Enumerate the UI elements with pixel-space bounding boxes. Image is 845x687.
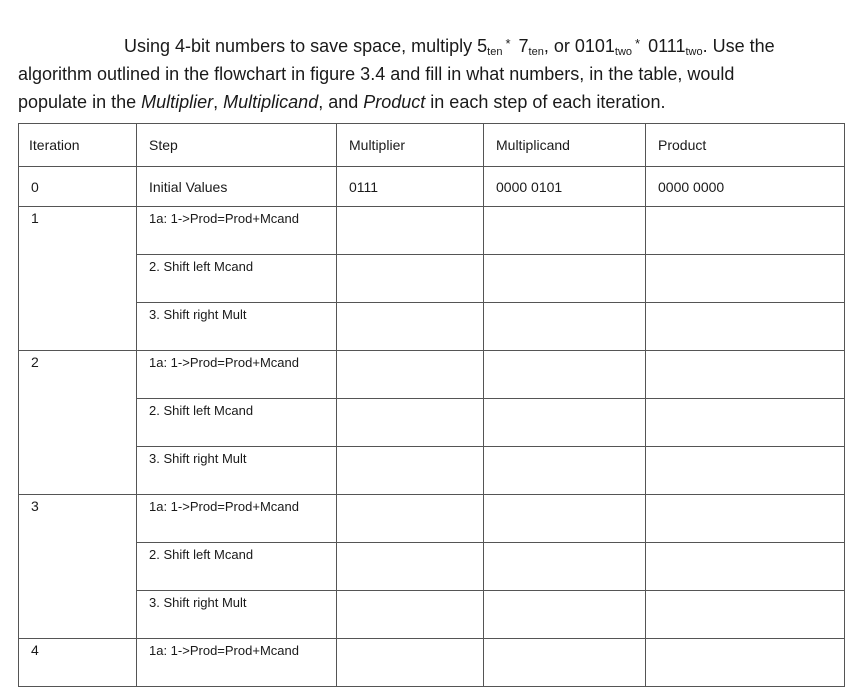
table-row [19, 303, 845, 351]
multiplier-input-cell[interactable] [337, 351, 484, 399]
step-cell: 1a: 1->Prod=Prod+Mcand [137, 207, 337, 255]
step-cell: 3. Shift right Mult [137, 591, 337, 639]
multiplicand-input-cell[interactable] [484, 207, 646, 255]
header-step: Step [137, 124, 337, 167]
product-input-cell[interactable] [646, 351, 845, 399]
multiplicand-input-cell[interactable] [484, 447, 646, 495]
problem-line-3: populate in the Multiplier, Multiplicand, and Product in each step of each iteration. [18, 92, 666, 112]
product-input-cell[interactable] [646, 495, 845, 543]
multiplicand-input-cell[interactable] [484, 591, 646, 639]
multiplier-input-cell[interactable] [337, 303, 484, 351]
multiplier-input-cell[interactable] [337, 495, 484, 543]
step-cell: Initial Values [137, 167, 337, 207]
problem-line-2: algorithm outlined in the flowchart in figure 3.4 and fill in what numbers, in the table, would [18, 64, 735, 84]
product-input-cell[interactable] [646, 447, 845, 495]
table-row [19, 543, 845, 591]
table-row [19, 495, 845, 543]
step-cell: 1a: 1->Prod=Prod+Mcand [137, 639, 337, 687]
table-row-initial [19, 167, 845, 207]
product-input-cell[interactable] [646, 591, 845, 639]
header-product: Product [646, 124, 845, 167]
multiplication-steps-table [18, 123, 845, 687]
multiplicand-input-cell[interactable] [484, 351, 646, 399]
table-row [19, 639, 845, 687]
iteration-cell: 3 [19, 495, 137, 639]
multiplicand-input-cell[interactable] [484, 543, 646, 591]
problem-statement [18, 30, 838, 116]
product-input-cell[interactable] [646, 639, 845, 687]
multiplier-cell: 0111 [337, 167, 484, 207]
header-multiplier: Multiplier [337, 124, 484, 167]
product-input-cell[interactable] [646, 543, 845, 591]
multiplicand-input-cell[interactable] [484, 255, 646, 303]
multiplier-input-cell[interactable] [337, 255, 484, 303]
table-row [19, 207, 845, 255]
product-input-cell[interactable] [646, 303, 845, 351]
multiplier-input-cell[interactable] [337, 591, 484, 639]
step-cell: 3. Shift right Mult [137, 447, 337, 495]
step-cell: 3. Shift right Mult [137, 303, 337, 351]
iteration-cell: 1 [19, 207, 137, 351]
multiplicand-input-cell[interactable] [484, 639, 646, 687]
table-row [19, 591, 845, 639]
product-input-cell[interactable] [646, 399, 845, 447]
product-cell: 0000 0000 [646, 167, 845, 207]
multiplier-input-cell[interactable] [337, 447, 484, 495]
table-header-row [19, 124, 845, 167]
header-multiplicand: Multiplicand [484, 124, 646, 167]
iteration-cell: 2 [19, 351, 137, 495]
table-row [19, 399, 845, 447]
table-row [19, 351, 845, 399]
multiplier-input-cell[interactable] [337, 543, 484, 591]
step-cell: 2. Shift left Mcand [137, 399, 337, 447]
problem-line-1: Using 4-bit numbers to save space, multiply $5_{ten}^*$ $7_{ten}$, or $0101_{two}^*$ $0111_{two}$. Use the [124, 36, 775, 58]
multiplicand-cell: 0000 0101 [484, 167, 646, 207]
product-input-cell[interactable] [646, 255, 845, 303]
multiplicand-input-cell[interactable] [484, 303, 646, 351]
iteration-cell: 0 [19, 167, 137, 207]
multiplier-input-cell[interactable] [337, 399, 484, 447]
product-input-cell[interactable] [646, 207, 845, 255]
iteration-cell: 4 [19, 639, 137, 687]
table-row [19, 447, 845, 495]
step-cell: 1a: 1->Prod=Prod+Mcand [137, 351, 337, 399]
step-cell: 1a: 1->Prod=Prod+Mcand [137, 495, 337, 543]
step-cell: 2. Shift left Mcand [137, 543, 337, 591]
multiplier-input-cell[interactable] [337, 207, 484, 255]
step-cell: 2. Shift left Mcand [137, 255, 337, 303]
multiplier-input-cell[interactable] [337, 639, 484, 687]
multiplicand-input-cell[interactable] [484, 399, 646, 447]
table-row [19, 255, 845, 303]
multiplicand-input-cell[interactable] [484, 495, 646, 543]
header-iteration: Iteration [19, 124, 137, 167]
